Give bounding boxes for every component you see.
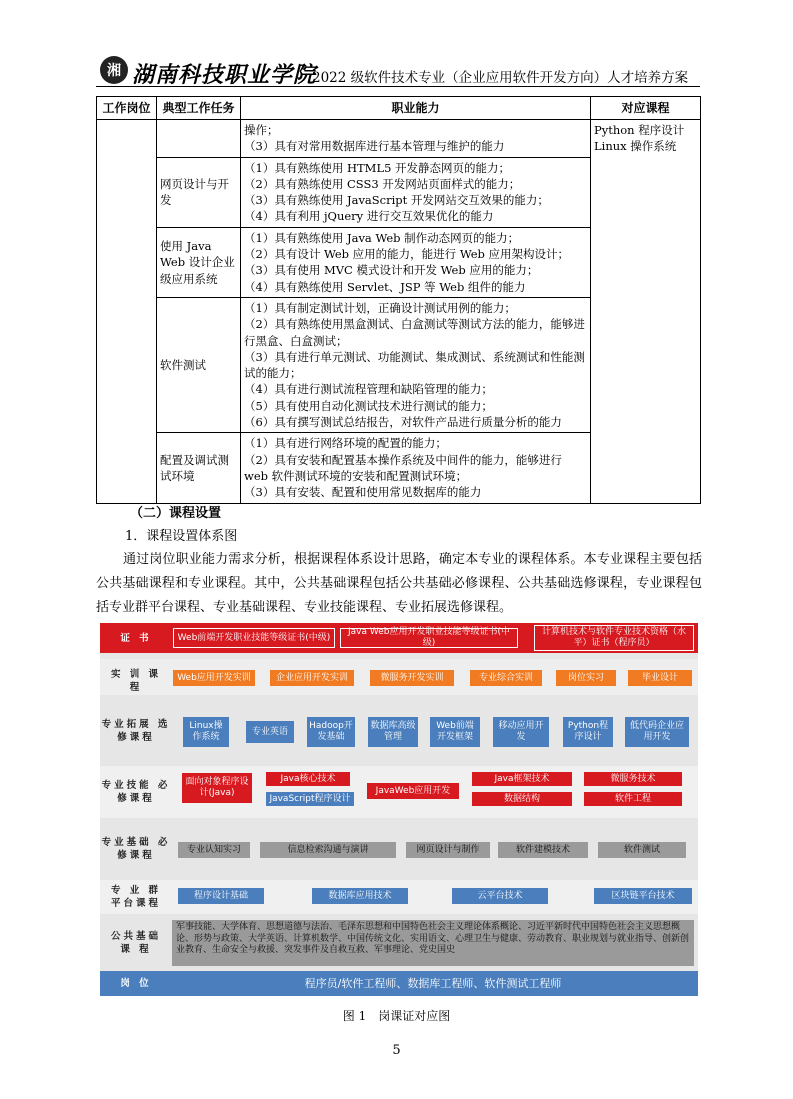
label-public: 公共基础 课 程: [110, 931, 161, 955]
practice-box: 微服务开发实训: [370, 670, 454, 686]
practice-box: 毕业设计: [628, 670, 692, 686]
college-logo-icon: 湘: [100, 56, 128, 84]
skill-box: Java核心技术: [266, 772, 350, 786]
ability-table: [96, 96, 701, 504]
col-header-ability: 职业能力: [241, 97, 591, 120]
public-courses-box: 军事技能、大学体育、思想道德与法治、毛泽东思想和中国特色社会主义理论体系概论、习近平新时代中国特色社会主义思想概论、形势与政策、大学英语、计算机数学、中国传统文化、实用语文、心理卫生与健康、劳动教育、职业规划与就业指导、创新创业教育、生命安全与救援、突发事件及自救互救、军事理论、党史国史: [172, 920, 694, 966]
task-cell: 配置及调试测试环境: [157, 433, 241, 503]
platform-box: 云平台技术: [452, 888, 548, 904]
task-cell: 网页设计与开发: [157, 157, 241, 227]
ability-cell: （1）具有熟练使用 Java Web 制作动态网页的能力； （2）具有设计 Web 应用的能力，能进行 Web 应用架构设计； （3）具有使用 MVC 模式设计和开发 Web 应用的能力； （4）具有熟练使用 Servlet、JSP 等 Web 组件的能力: [241, 227, 591, 297]
ability-cell: （1）具有制定测试计划，正确设计测试用例的能力； （2）具有熟练使用黑盒测试、白盒测试等测试方法的能力，能够进行黑盒、白盒测试； （3）具有进行单元测试、功能测试、集成测试、系统测试和性能测试的能力； （4）具有进行测试流程管理和缺陷管理的能力； （5）具有使用自动化测试技术进行测试的能力； （6）具有撰写测试总结报告，对软件产品进行质量分析的能力: [241, 297, 591, 432]
ext-box: 专业英语: [246, 721, 294, 743]
section-heading: （二）课程设置: [130, 506, 222, 521]
post-cell: [97, 120, 157, 504]
label-practice: 实 训 课 程: [110, 669, 162, 693]
basic-box: 软件建模技术: [498, 842, 588, 858]
label-cert: 证 书: [120, 633, 152, 644]
practice-box: 专业综合实训: [470, 670, 542, 686]
basic-box: 专业认知实习: [178, 842, 250, 858]
col-header-post: 工作岗位: [97, 97, 157, 120]
header-rule: [96, 86, 700, 87]
basic-box: 信息检索沟通与演讲: [260, 842, 396, 858]
ability-cell: 操作； （3）具有对常用数据库进行基本管理与维护的能力: [241, 120, 591, 158]
col-header-task: 典型工作任务: [157, 97, 241, 120]
ext-box: 移动应用开发: [493, 717, 549, 747]
page-number: 5: [392, 1043, 401, 1058]
ability-cell: （1）具有熟练使用 HTML5 开发静态网页的能力； （2）具有熟练使用 CSS3 开发网站页面样式的能力； （3）具有熟练使用 JavaScript 开发网站交互效果的能力； （4）具有利用 jQuery 进行交互效果优化的能力: [241, 157, 591, 227]
ability-cell: （1）具有进行网络环境的配置的能力； （2）具有安装和配置基本操作系统及中间件的能力，能够进行 web 软件测试环境的安装和配置测试环境； （3）具有安装、配置和使用常见数据库的能力: [241, 433, 591, 503]
body-paragraph: 通过岗位职业能力需求分析，根据课程体系设计思路，确定本专业的课程体系。本专业课程主要包括公共基础课程和专业课程。其中，公共基础课程包括公共基础必修课程、公共基础选修课程，专业课程包括专业群平台课程、专业基础课程、专业技能课程、专业拓展选修课程。: [96, 552, 702, 615]
label-platform: 专 业 群 平台课程: [110, 885, 162, 909]
cert-box: Java Web应用开发职业技能等级证书(中级): [340, 628, 518, 648]
college-name: 湖南科技职业学院: [132, 62, 317, 88]
ext-box: 低代码企业应用开发: [625, 717, 689, 747]
skill-box: 数据结构: [472, 792, 572, 806]
skill-box: Java框架技术: [472, 772, 572, 786]
document-title: 2022 级软件技术专业（企业应用软件开发方向）人才培养方案: [312, 70, 689, 86]
cert-box: 计算机技术与软件专业技术资格（水平）证书（程序员）: [534, 625, 694, 651]
figure-caption: 图 1 岗课证对应图: [342, 1009, 451, 1023]
cert-box: Web前端开发职业技能等级证书(中级): [173, 628, 335, 648]
ext-box: Linux操作系统: [183, 717, 229, 747]
label-ext: 专业拓展 选修课程: [101, 719, 171, 743]
platform-box: 数据库应用技术: [312, 888, 408, 904]
label-post: 岗 位: [120, 978, 152, 989]
skill-box: JavaScript程序设计: [266, 792, 354, 806]
task-cell: 使用 Java Web 设计企业级应用系统: [157, 227, 241, 297]
ext-box: Python程序设计: [563, 717, 613, 747]
ext-box: Hadoop开发基础: [307, 717, 355, 747]
basic-box: 软件测试: [598, 842, 686, 858]
table-header-row: [97, 97, 701, 120]
post-box: 程序员/软件工程师、数据库工程师、软件测试工程师: [172, 971, 694, 996]
platform-box: 区块链平台技术: [594, 888, 692, 904]
course-cell: Python 程序设计 Linux 操作系统: [591, 120, 701, 504]
ext-box: Web前端开发框架: [430, 717, 480, 747]
ext-box: 数据库高级管理: [368, 717, 418, 747]
task-cell: [157, 120, 241, 158]
skill-box: 软件工程: [584, 792, 682, 806]
practice-box: Web应用开发实训: [173, 670, 255, 686]
label-basic: 专业基础 必修课程: [101, 837, 171, 861]
col-header-course: 对应课程: [591, 97, 701, 120]
label-skill: 专业技能 必修课程: [101, 780, 171, 804]
practice-box: 企业应用开发实训: [270, 670, 354, 686]
skill-box: JavaWeb应用开发: [367, 783, 459, 799]
practice-box: 岗位实习: [556, 670, 616, 686]
basic-box: 网页设计与制作: [406, 842, 490, 858]
course-system-diagram: [100, 623, 698, 996]
skill-box: 微服务技术: [584, 772, 682, 786]
subsection-heading: 1．课程设置体系图: [125, 529, 238, 544]
table-row: [97, 120, 701, 158]
platform-box: 程序设计基础: [178, 888, 264, 904]
skill-box: 面向对象程序设计(Java): [182, 773, 252, 803]
task-cell: 软件测试: [157, 297, 241, 432]
